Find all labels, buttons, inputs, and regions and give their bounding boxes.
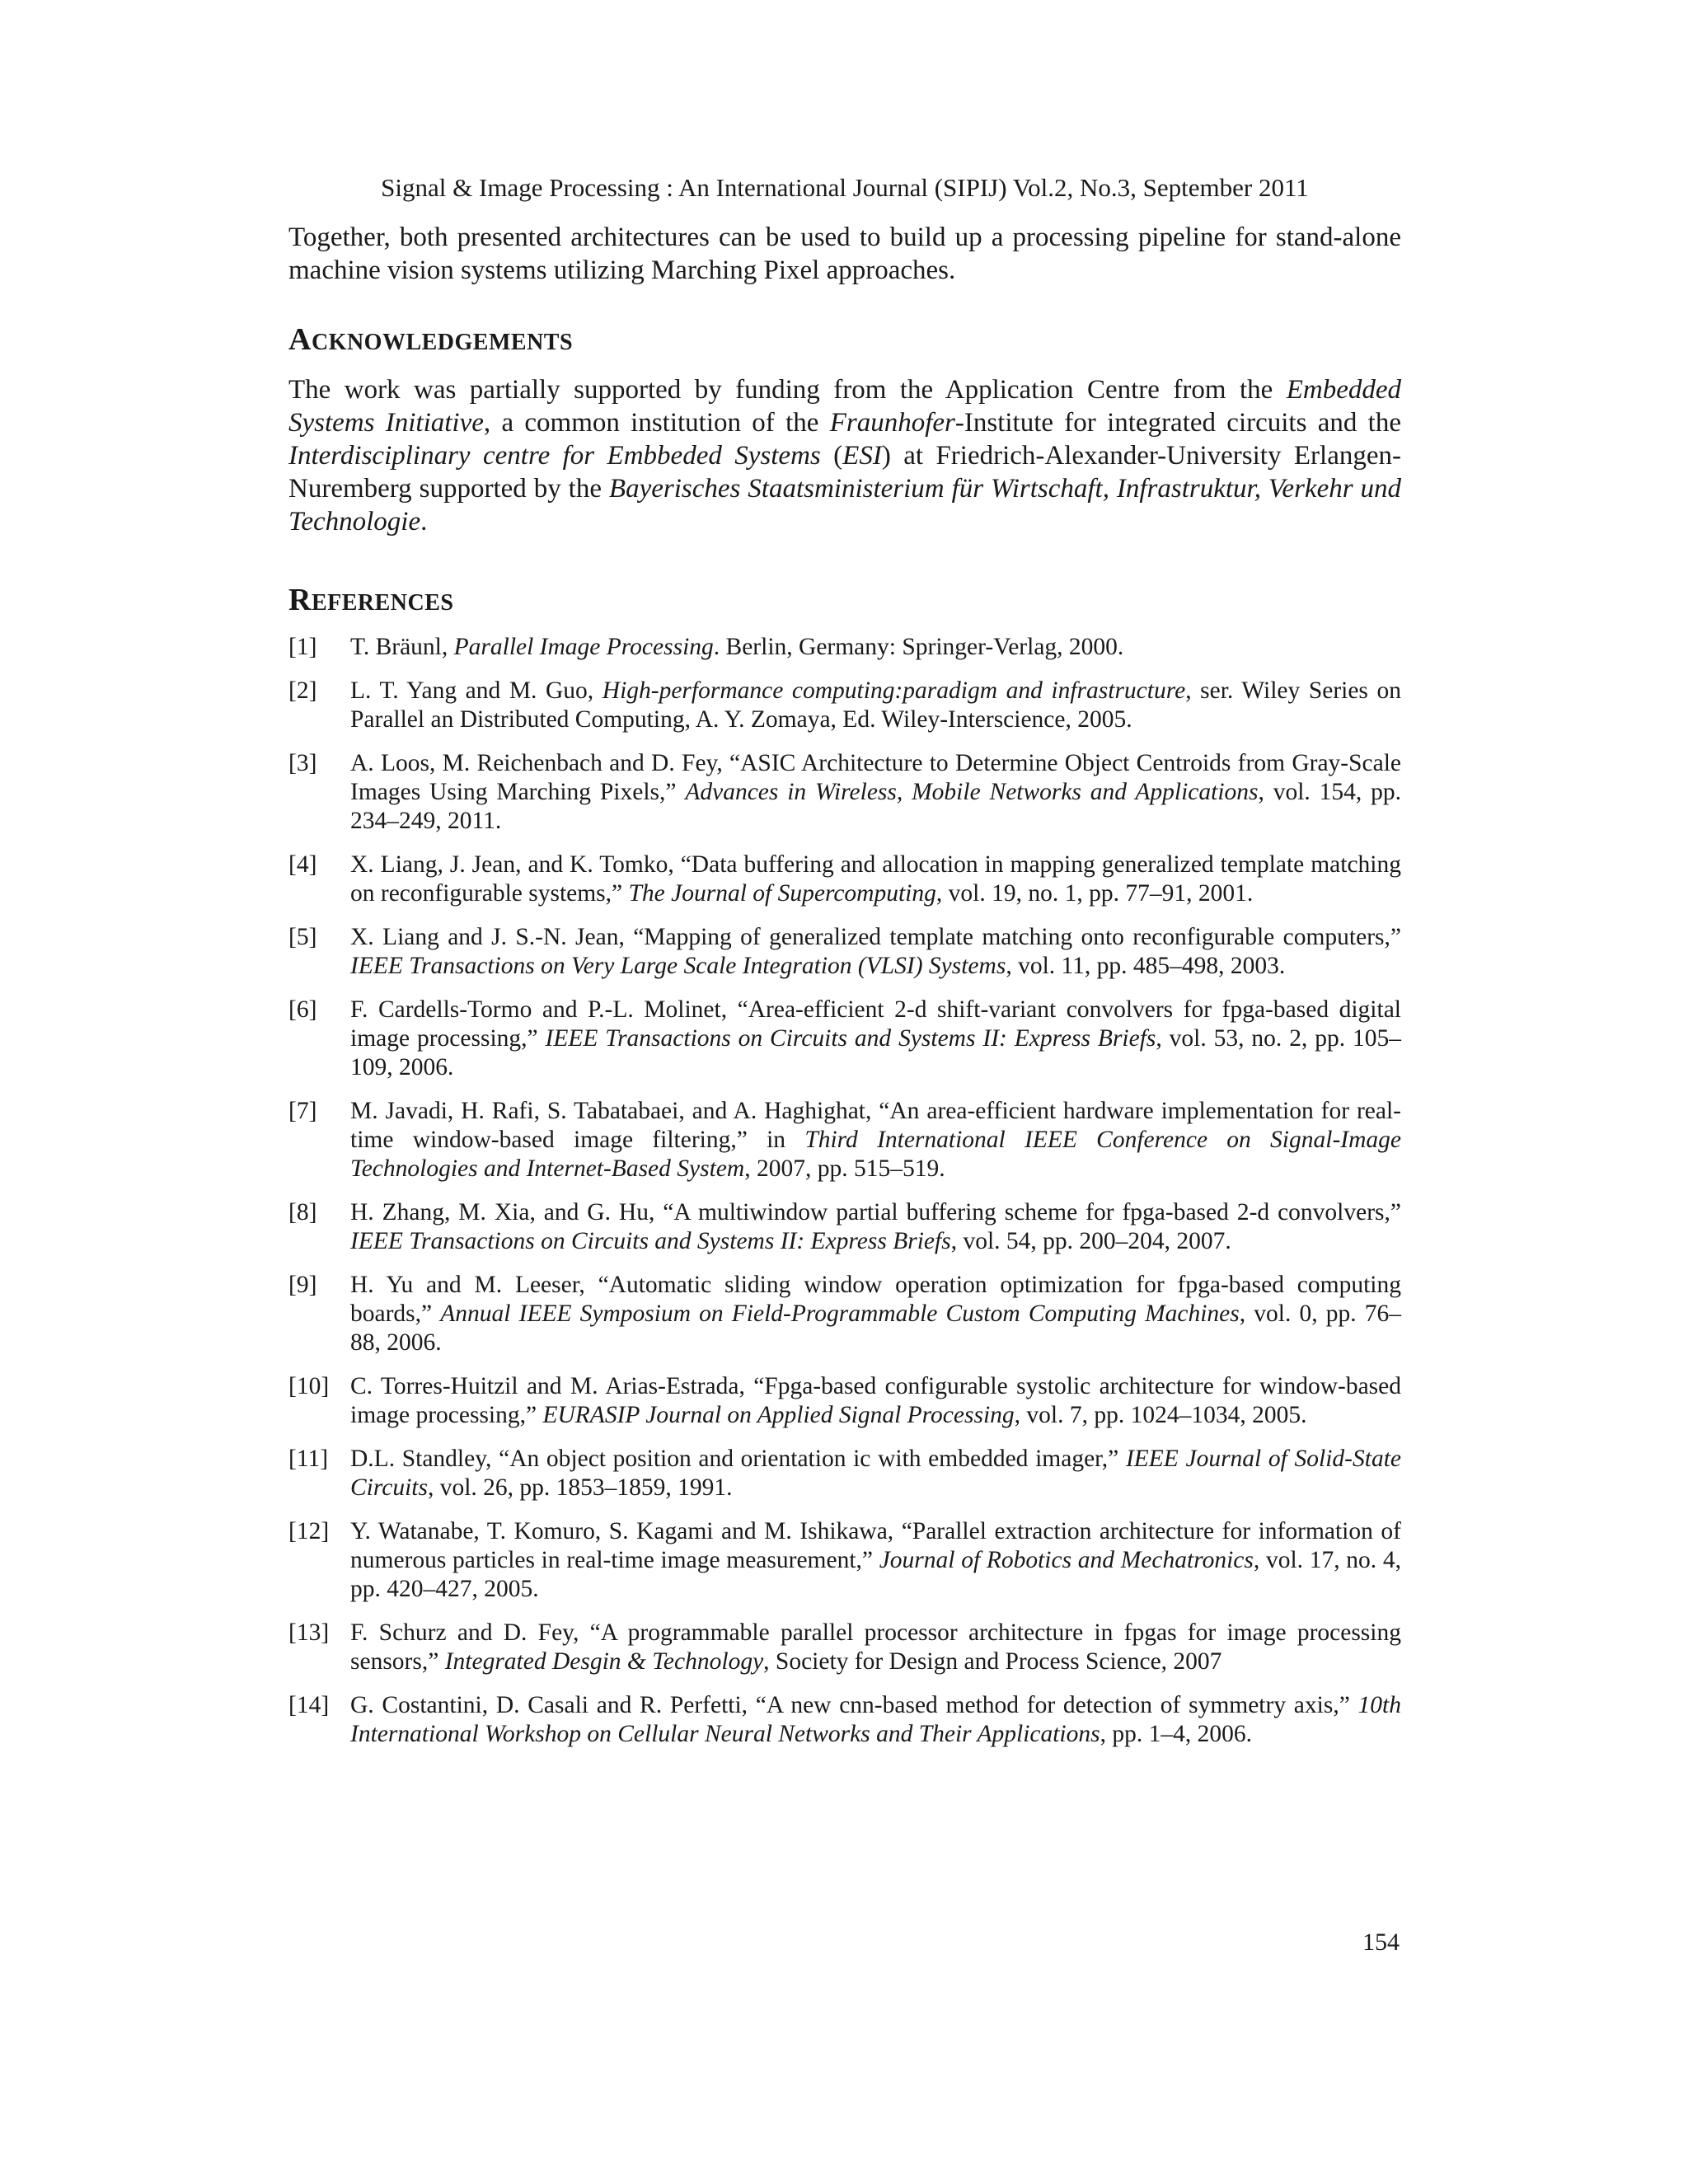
reference-number: [5] [288,924,317,950]
reference-number: [8] [288,1199,317,1226]
intro-paragraph: Together, both presented architectures can be used to build up a processing pipeline for stand-alone machine vision systems utilizing Marching Pixel approaches. [288,223,1401,285]
reference-details: , vol. 11, pp. 485–498, 2003. [1006,953,1286,979]
reference-item [288,633,1401,662]
reference-text: L. T. Yang and M. Guo, [350,677,603,704]
ack-emphasis: ESI [842,441,882,471]
reference-number: [10] [288,1373,330,1399]
reference-item [288,923,1401,981]
reference-source: IEEE Transactions on Circuits and Systems II: Express Briefs [350,1228,951,1254]
reference-list [288,633,1401,1764]
reference-text: F. Schurz and D. Fey, “A programmable parallel processor architecture in fpgas for image processing sensors,” [350,1619,1401,1675]
reference-details: , vol. 53, no. 2, pp. 105–109, 2006. [350,1025,1401,1080]
reference-number: [1] [288,634,317,660]
reference-details: , vol. 154, pp. 234–249, 2011. [350,779,1402,834]
references-heading [288,582,1401,621]
reference-details: , vol. 26, pp. 1853–1859, 1991. [427,1474,733,1501]
reference-details: . Berlin, Germany: Springer-Verlag, 2000. [713,634,1124,660]
acknowledgements-heading [288,321,1401,361]
ack-text: , a common institution of the [483,408,830,438]
ack-text: ) at Friedrich-Alexander-University Erlangen-Nuremberg supported by the [288,441,1401,504]
reference-details: , ser. Wiley Series on Parallel an Distributed Computing, A. Y. Zomaya, Ed. Wiley-Interscience, 2005. [350,677,1401,733]
reference-source: IEEE Transactions on Very Large Scale Integration (VLSI) Systems [350,953,1006,979]
ack-emphasis: Fraunhofer [829,408,955,438]
reference-source: 10th International Workshop on Cellular Neural Networks and Their Applications [350,1692,1401,1747]
reference-number: [11] [288,1446,329,1472]
page-number: 154 [1362,1929,1400,1956]
reference-source: IEEE Transactions on Circuits and Systems II: Express Briefs [545,1025,1156,1052]
reference-source: Integrated Desgin & Technology [444,1648,764,1675]
reference-item [288,996,1401,1082]
reference-item [288,1619,1401,1676]
heading-initial: R [288,583,312,617]
reference-item [288,851,1401,908]
reference-number: [3] [288,750,317,776]
reference-item [288,1372,1401,1430]
heading-rest: EFERENCES [311,590,454,616]
reference-text: X. Liang and J. S.-N. Jean, “Mapping of generalized template matching onto reconfigurable computers,” [350,924,1401,950]
ack-emphasis: Interdisciplinary centre for Embbeded Systems [288,441,821,471]
reference-item [288,1445,1401,1502]
reference-source: High-performance computing:paradigm and infrastructure [602,677,1186,704]
acknowledgements-paragraph [288,373,1401,538]
reference-text: C. Torres-Huitzil and M. Arias-Estrada, “Fpga-based configurable systolic architecture for window-based image processing,” [350,1373,1401,1428]
reference-text: T. Bräunl, [350,634,454,660]
reference-source: Parallel Image Processing [453,634,714,660]
reference-details: , vol. 54, pp. 200–204, 2007. [950,1228,1231,1254]
reference-text: F. Cardells-Tormo and P.-L. Molinet, “Area-efficient 2-d shift-variant convolvers for fpga-based digital image processing,” [350,996,1401,1052]
reference-item [288,1097,1401,1183]
ack-emphasis: Embedded Systems Initiative [288,375,1401,438]
ack-emphasis: Bayerisches Staatsministerium für Wirtschaft, Infrastruktur, Verkehr und Technologie [288,474,1402,537]
reference-details: , vol. 19, no. 1, pp. 77–91, 2001. [935,880,1254,907]
ack-text: ( [820,441,843,471]
reference-item [288,677,1401,734]
reference-text: Y. Watanabe, T. Komuro, S. Kagami and M. Ishikawa, “Parallel extraction architecture for information of numerous particles in real-time image measurement,” [350,1518,1401,1573]
reference-text: H. Zhang, M. Xia, and G. Hu, “A multiwindow partial buffering scheme for fpga-based 2-d convolvers,” [350,1199,1401,1226]
reference-text: H. Yu and M. Leeser, “Automatic sliding window operation optimization for fpga-based computing boards,” [350,1272,1401,1327]
reference-number: [6] [288,996,317,1023]
reference-source: Advances in Wireless, Mobile Networks and Applications [685,779,1259,805]
reference-source: Journal of Robotics and Mechatronics [879,1547,1254,1573]
reference-item [288,749,1401,836]
reference-text: A. Loos, M. Reichenbach and D. Fey, “ASIC Architecture to Determine Object Centroids from Gray-Scale Images Using Marching Pixels,” [350,750,1401,805]
reference-number: [7] [288,1098,317,1124]
heading-initial: A [288,322,312,357]
reference-item [288,1198,1401,1256]
reference-source: The Journal of Supercomputing [628,880,936,907]
reference-text: D.L. Standley, “An object position and orientation ic with embedded imager,” [350,1446,1126,1472]
reference-source: IEEE Journal of Solid-State Circuits [350,1446,1401,1501]
reference-text: M. Javadi, H. Rafi, S. Tabatabaei, and A. Haghighat, “An area-efficient hardware implementation for real-time window-based image filtering,” in [350,1098,1401,1153]
reference-source: Third International IEEE Conference on Signal-Image Technologies and Internet-Based System [350,1127,1401,1182]
reference-number: [14] [288,1692,330,1718]
reference-number: [12] [288,1518,330,1544]
reference-details: , vol. 17, no. 4, pp. 420–427, 2005. [350,1547,1401,1602]
ack-text: The work was partially supported by funding from the Application Centre from the [288,375,1287,405]
heading-rest: CKNOWLEDGEMENTS [311,330,574,355]
reference-text: X. Liang, J. Jean, and K. Tomko, “Data buffering and allocation in mapping generalized template matching on reconfigurable systems,” [350,851,1401,907]
reference-details: , vol. 7, pp. 1024–1034, 2005. [1014,1402,1307,1428]
reference-source: EURASIP Journal on Applied Signal Processing [542,1402,1015,1428]
reference-number: [4] [288,851,317,878]
reference-text: G. Costantini, D. Casali and R. Perfetti, “A new cnn-based method for detection of symmetry axis,” [350,1692,1358,1718]
reference-details: , pp. 1–4, 2006. [1100,1721,1252,1747]
reference-details: , vol. 0, pp. 76–88, 2006. [350,1301,1401,1356]
reference-details: , Society for Design and Process Science, 2007 [763,1648,1222,1675]
reference-source: Annual IEEE Symposium on Field-Programmable Custom Computing Machines [440,1301,1240,1327]
reference-number: [13] [288,1619,330,1646]
reference-number: [2] [288,677,317,704]
reference-item [288,1517,1401,1604]
running-head: Signal & Image Processing : An International Journal (SIPIJ) Vol.2, No.3, September 2011 [381,173,1309,202]
ack-text: -Institute for integrated circuits and the [954,408,1401,438]
reference-number: [9] [288,1272,317,1298]
ack-text: . [420,507,428,537]
reference-details: , 2007, pp. 515–519. [744,1155,945,1182]
reference-item [288,1691,1401,1749]
reference-item [288,1271,1401,1357]
